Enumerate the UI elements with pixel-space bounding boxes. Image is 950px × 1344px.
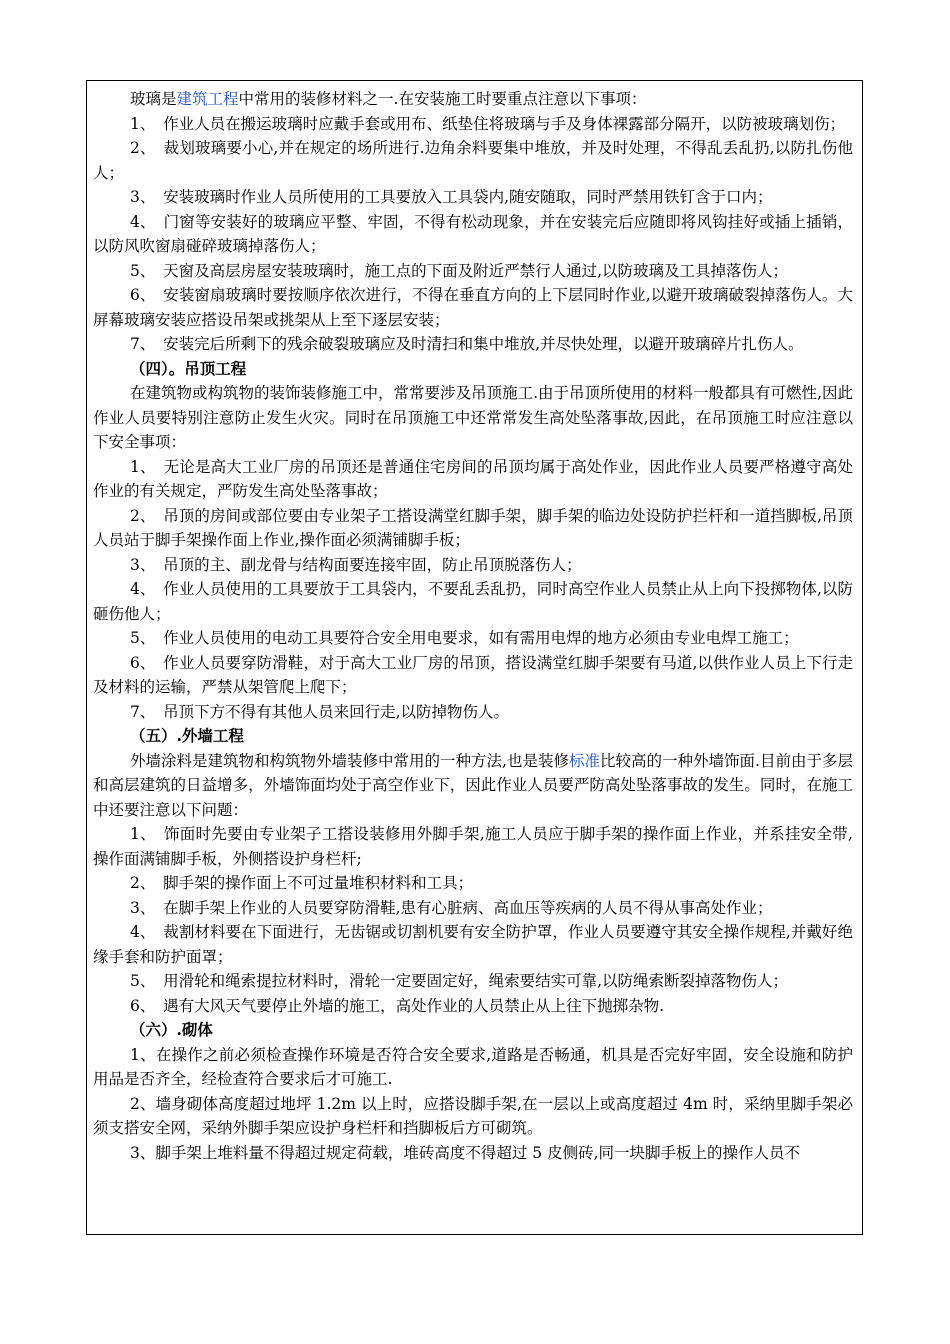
wall-item: 2、 脚手架的操作面上不可过量堆积材料和工具； [130,874,474,892]
masonry-item: 3、脚手架上堆料量不得超过规定荷载，堆砖高度不得超过 5 皮侧砖,同一块脚手板上的操作人员不 [130,1143,801,1162]
document-body [93,87,853,1165]
wall-item: 5、 用滑轮和绳索提拉材料时，滑轮一定要固定好，绳索要结实可靠,以防绳索断裂掉落物伤人； [130,972,789,990]
intro-text: 玻璃是 [130,90,177,108]
ceiling-heading: （四）。吊顶工程 [130,358,247,378]
intro-text-cont: 中常用的装修材料之一.在安装施工时要重点注意以下事项： [238,90,647,108]
glass-item: 3、 安装玻璃时作业人员所使用的工具要放入工具袋内,随安随取，同时严禁用铁钉含于口内； [130,188,773,206]
ceiling-item: 3、 吊顶的主、副龙骨与结构面要连接牢固，防止吊顶脱落伤人； [130,555,582,574]
ceiling-item: 1、 无论是高大工业厂房的吊顶还是普通住宅房间的吊顶均属于高处作业，因此作业人员要严格遵守高处作业的有关规定，严防发生高处坠落事故； [93,457,853,500]
masonry-heading: （六）.砌体 [130,1020,213,1039]
ceiling-item: 5、 作业人员使用的电动工具要符合安全用电要求，如有需用电焊的地方必须由专业电焊工施工； [130,629,799,647]
wall-intro-text-cont: 比较高的一种外墙饰面.目前由于多层和高层建筑的日益增多，外墙饰面均处于高空作业下，因此作业人员要严防高处坠落事故的发生。同时，在施工中还要注意以下问题： [93,751,853,819]
ceiling-item: 7、 吊顶下方不得有其他人员来回行走,以防掉物伤人。 [130,702,510,721]
glass-item: 7、 安装完后所剩下的残余破裂玻璃应及时清扫和集中堆放,并尽快处理，以避开玻璃碎片扎伤人。 [130,335,804,353]
ceiling-item: 6、 作业人员要穿防滑鞋，对于高大工业厂房的吊顶，搭设满堂红脚手架要有马道,以供作业人员上下行走及材料的运输，严禁从架管爬上爬下； [93,653,853,696]
glass-item: 5、 天窗及高层房屋安装玻璃时，施工点的下面及附近严禁行人通过,以防玻璃及工具掉落伤人； [130,261,789,280]
masonry-item: 2、墙身砌体高度超过地坪 1.2m 以上时，应搭设脚手架,在一层以上或高度超过 4m 时，采纳里脚手架必须支搭安全网，采纳外脚手架应设护身栏杆和挡脚板后方可砌筑。 [93,1094,853,1137]
wall-intro-text: 外墙涂料是建筑物和构筑物外墙装修中常用的一种方法,也是装修 [130,751,569,770]
glass-item: 2、 裁划玻璃要小心,并在规定的场所进行.边角余料要集中堆放，并及时处理，不得乱丢乱扔,以防扎伤他人； [93,139,853,182]
glass-item: 6、 安装窗扇玻璃时要按顺序依次进行，不得在垂直方向的上下层同时作业,以避开玻璃破裂掉落伤人。大屏幕玻璃安装应搭设吊架或挑架从上至下逐层安装； [93,286,853,329]
glass-item: 4、 门窗等安装好的玻璃应平整、牢固，不得有松动现象，并在安装完后应随即将风钩挂好或插上插销，以防风吹窗扇碰碎玻璃掉落伤人； [93,212,853,255]
wall-heading: （五）.外墙工程 [130,726,244,745]
wall-item: 3、 在脚手架上作业的人员要穿防滑鞋,患有心脏病、高血压等疾病的人员不得从事高处作业； [130,898,773,917]
wall-intro [93,749,853,823]
ceiling-item: 2、 吊顶的房间或部位要由专业架子工搭设满堂红脚手架，脚手架的临边处设防护拦杆和一道挡脚板,吊顶人员站于脚手架操作面上作业,操作面必须满铺脚手板； [93,506,853,549]
wall-item: 4、 裁割材料要在下面进行，无齿锯或切割机要有安全防护罩，作业人员要遵守其安全操作规程,并戴好绝缘手套和防护面罩； [93,923,853,966]
glass-item: 1、 作业人员在搬运玻璃时应戴手套或用布、纸垫住将玻璃与手及身体裸露部分隔开，以防被玻璃划伤； [130,114,846,133]
ceiling-intro: 在建筑物或构筑物的装饰装修施工中，常常要涉及吊顶施工.由于吊顶所使用的材料一般都具有可燃性,因此作业人员要特别注意防止发生火灾。同时在吊顶施工中还常常发生高处坠落事故,因此，在吊顶施工时应注意以下安全事项： [93,384,853,451]
ceiling-item: 4、 作业人员使用的工具要放于工具袋内，不要乱丢乱扔，同时高空作业人员禁止从上向下投掷物体,以防砸伤他人； [93,580,853,623]
construction-engineering-link[interactable]: 建筑工程 [176,90,239,108]
wall-item: 1、 饰面时先要由专业架子工搭设装修用外脚手架,施工人员应于脚手架的操作面上作业，并系挂安全带,操作面满铺脚手板，外侧搭设护身栏杆; [93,825,853,868]
wall-item: 6、 遇有大风天气要停止外墙的施工，高处作业的人员禁止从上往下抛掷杂物. [130,996,665,1015]
masonry-item: 1、在操作之前必须检查操作环境是否符合安全要求,道路是否畅通，机具是否完好牢固，安全设施和防护用品是否齐全，经检查符合要求后才可施工. [93,1045,853,1088]
glass-intro [93,87,853,112]
standard-link[interactable]: 标准 [569,751,601,770]
